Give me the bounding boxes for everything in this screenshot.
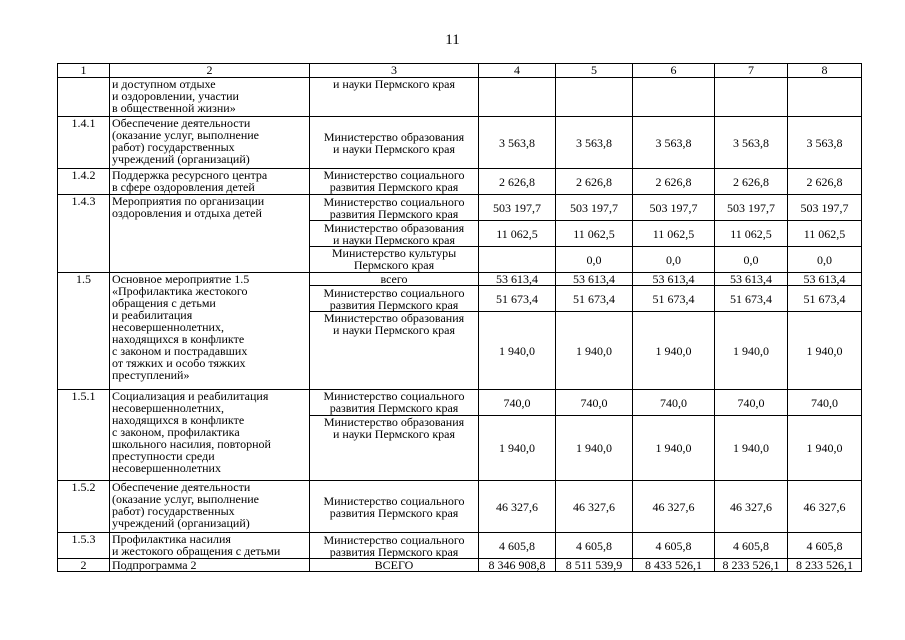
amount-cell: 1 940,0 (633, 312, 715, 390)
header-cell: 8 (788, 64, 862, 78)
amount-cell: 740,0 (788, 390, 862, 416)
table-row (58, 273, 862, 286)
amount-cell: 503 197,7 (479, 195, 556, 221)
amount-cell: 0,0 (715, 247, 788, 273)
row-number: 1.4.1 (58, 117, 110, 169)
amount-cell: 740,0 (715, 390, 788, 416)
header-cell: 3 (310, 64, 479, 78)
amount-cell: 4 605,8 (556, 533, 633, 559)
amount-cell: 2 626,8 (715, 169, 788, 195)
amount-cell: 8 233 526,1 (788, 559, 862, 572)
amount-cell: 51 673,4 (479, 286, 556, 312)
header-cell: 7 (715, 64, 788, 78)
amount-cell: 3 563,8 (788, 117, 862, 169)
amount-cell: 4 605,8 (788, 533, 862, 559)
executor-cell: Министерство социального развития Пермского края (310, 169, 479, 195)
executor-cell: Министерство социального развития Пермского края (310, 390, 479, 416)
row-title: Основное мероприятие 1.5 «Профилактика жестокого обращения с детьми и реабилитация несовершеннолетних, находящихся в конфликте с законом и пострадавших от тяжких и особо тяжких преступлений» (110, 273, 310, 390)
executor-cell: Министерство образования и науки Пермского края (310, 416, 479, 481)
amount-cell: 3 563,8 (715, 117, 788, 169)
executor-cell: Министерство образования и науки Пермского края (310, 117, 479, 169)
amount-cell: 1 940,0 (556, 416, 633, 481)
amount-cell: 46 327,6 (479, 481, 556, 533)
amount-cell: 1 940,0 (788, 312, 862, 390)
amount-cell: 8 346 908,8 (479, 559, 556, 572)
row-title: и доступном отдыхе и оздоровлении, участии в общественной жизни» (110, 78, 310, 117)
amount-cell: 1 940,0 (715, 416, 788, 481)
amount-cell: 1 940,0 (479, 416, 556, 481)
table-row (58, 390, 862, 416)
row-title: Подпрограмма 2 (110, 559, 310, 572)
table-row (58, 559, 862, 572)
amount-cell: 503 197,7 (633, 195, 715, 221)
amount-cell: 11 062,5 (715, 221, 788, 247)
amount-cell: 503 197,7 (556, 195, 633, 221)
executor-cell: Министерство социального развития Пермского края (310, 195, 479, 221)
table-row (58, 481, 862, 533)
row-title: Поддержка ресурсного центра в сфере оздоровления детей (110, 169, 310, 195)
header-cell: 4 (479, 64, 556, 78)
header-cell: 5 (556, 64, 633, 78)
amount-cell: 3 563,8 (633, 117, 715, 169)
amount-cell: 2 626,8 (633, 169, 715, 195)
amount-cell: 46 327,6 (633, 481, 715, 533)
amount-cell: 53 613,4 (479, 273, 556, 286)
row-number: 1.5.1 (58, 390, 110, 481)
executor-cell: Министерство образования и науки Пермского края (310, 312, 479, 390)
executor-cell: и науки Пермского края (310, 78, 479, 117)
page-number: 11 (445, 32, 460, 48)
executor-cell: всего (310, 273, 479, 286)
budget-table (57, 63, 862, 572)
amount-cell: 4 605,8 (479, 533, 556, 559)
amount-cell (479, 247, 556, 273)
table-row (58, 169, 862, 195)
amount-cell: 740,0 (633, 390, 715, 416)
amount-cell: 2 626,8 (788, 169, 862, 195)
amount-cell: 4 605,8 (633, 533, 715, 559)
amount-cell (715, 78, 788, 117)
amount-cell: 0,0 (788, 247, 862, 273)
amount-cell: 2 626,8 (479, 169, 556, 195)
row-title: Обеспечение деятельности (оказание услуг, выполнение работ) государственных учреждений (организаций) (110, 117, 310, 169)
amount-cell: 1 940,0 (788, 416, 862, 481)
amount-cell: 1 940,0 (715, 312, 788, 390)
row-title: Обеспечение деятельности (оказание услуг, выполнение работ) государственных учреждений (организаций) (110, 481, 310, 533)
row-number: 2 (58, 559, 110, 572)
amount-cell: 1 940,0 (556, 312, 633, 390)
header-row (58, 64, 862, 78)
table-row (58, 533, 862, 559)
table-row (58, 78, 862, 117)
amount-cell: 3 563,8 (479, 117, 556, 169)
amount-cell: 503 197,7 (715, 195, 788, 221)
amount-cell: 8 433 526,1 (633, 559, 715, 572)
executor-cell: Министерство образования и науки Пермского края (310, 221, 479, 247)
executor-cell: ВСЕГО (310, 559, 479, 572)
amount-cell: 11 062,5 (479, 221, 556, 247)
amount-cell (556, 78, 633, 117)
amount-cell: 51 673,4 (715, 286, 788, 312)
row-number: 1.4.3 (58, 195, 110, 273)
amount-cell (633, 78, 715, 117)
amount-cell: 11 062,5 (788, 221, 862, 247)
row-title: Мероприятия по организации оздоровления и отдыха детей (110, 195, 310, 273)
amount-cell: 0,0 (633, 247, 715, 273)
header-cell: 2 (110, 64, 310, 78)
amount-cell: 11 062,5 (556, 221, 633, 247)
amount-cell: 53 613,4 (715, 273, 788, 286)
header-cell: 6 (633, 64, 715, 78)
amount-cell: 740,0 (556, 390, 633, 416)
amount-cell: 740,0 (479, 390, 556, 416)
row-number: 1.4.2 (58, 169, 110, 195)
amount-cell: 53 613,4 (633, 273, 715, 286)
row-number: 1.5.2 (58, 481, 110, 533)
amount-cell: 46 327,6 (715, 481, 788, 533)
executor-cell: Министерство социального развития Пермского края (310, 481, 479, 533)
amount-cell: 0,0 (556, 247, 633, 273)
executor-cell: Министерство социального развития Пермского края (310, 533, 479, 559)
row-number (58, 78, 110, 117)
row-title: Социализация и реабилитация несовершеннолетних, находящихся в конфликте с законом, профилактика школьного насилия, повторной преступности среди несовершеннолетних (110, 390, 310, 481)
amount-cell: 4 605,8 (715, 533, 788, 559)
amount-cell (479, 78, 556, 117)
row-number: 1.5.3 (58, 533, 110, 559)
amount-cell: 2 626,8 (556, 169, 633, 195)
executor-cell: Министерство социального развития Пермского края (310, 286, 479, 312)
row-number: 1.5 (58, 273, 110, 390)
row-title: Профилактика насилия и жестокого обращения с детьми (110, 533, 310, 559)
amount-cell: 1 940,0 (633, 416, 715, 481)
header-cell: 1 (58, 64, 110, 78)
amount-cell: 53 613,4 (556, 273, 633, 286)
amount-cell: 1 940,0 (479, 312, 556, 390)
amount-cell: 46 327,6 (556, 481, 633, 533)
amount-cell: 51 673,4 (633, 286, 715, 312)
executor-cell: Министерство культуры Пермского края (310, 247, 479, 273)
amount-cell: 51 673,4 (556, 286, 633, 312)
amount-cell: 3 563,8 (556, 117, 633, 169)
amount-cell (788, 78, 862, 117)
amount-cell: 11 062,5 (633, 221, 715, 247)
table-row (58, 117, 862, 169)
amount-cell: 503 197,7 (788, 195, 862, 221)
amount-cell: 53 613,4 (788, 273, 862, 286)
amount-cell: 8 233 526,1 (715, 559, 788, 572)
table-row (58, 195, 862, 221)
amount-cell: 51 673,4 (788, 286, 862, 312)
amount-cell: 8 511 539,9 (556, 559, 633, 572)
amount-cell: 46 327,6 (788, 481, 862, 533)
